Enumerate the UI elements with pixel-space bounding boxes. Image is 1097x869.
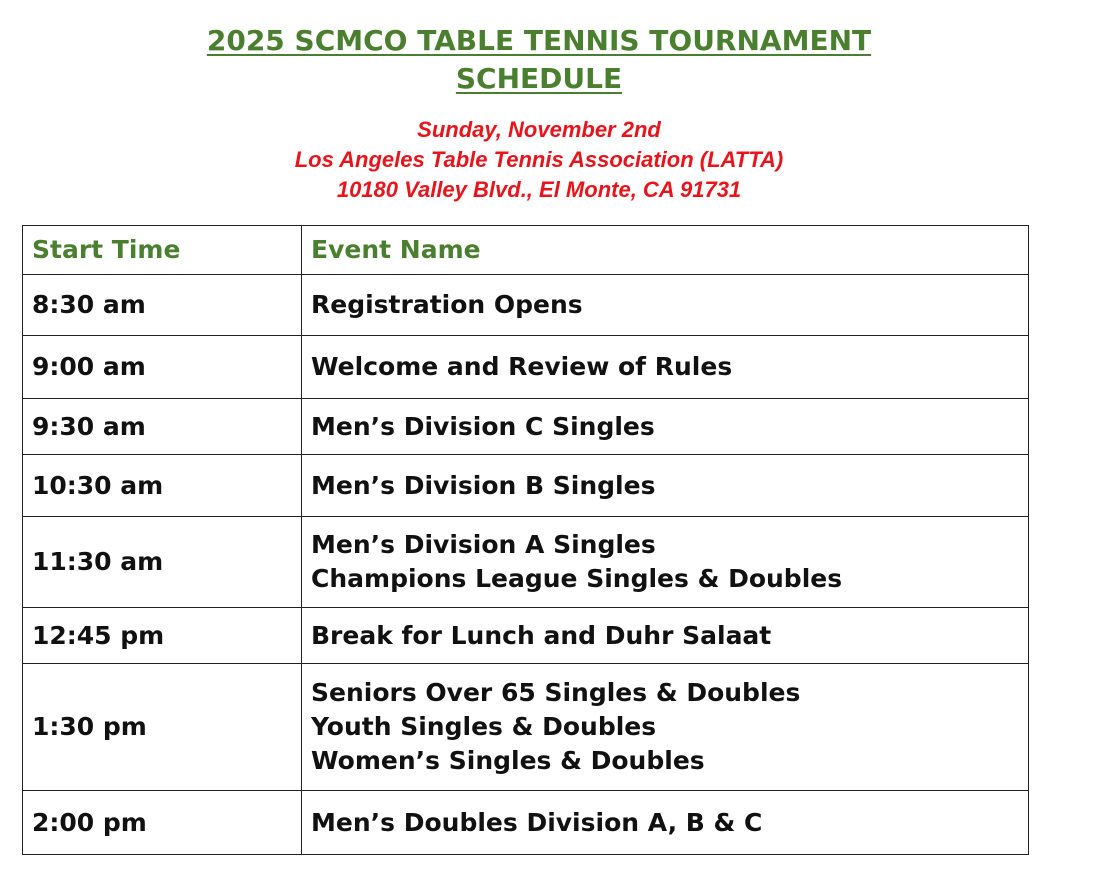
event-venue: Los Angeles Table Tennis Association (LATTA): [294, 147, 784, 172]
event-name: Men’s Division A Singles: [311, 530, 656, 559]
column-header-event-name: Event Name: [302, 226, 1029, 275]
start-time-cell: 8:30 am: [23, 275, 302, 336]
event-name: Youth Singles & Doubles: [311, 712, 657, 741]
event-name-cell: [302, 791, 1029, 855]
column-header-start-time: Start Time: [23, 226, 302, 275]
event-name-cell: [302, 399, 1029, 455]
event-name: Seniors Over 65 Singles & Doubles: [311, 678, 801, 707]
page-title: 2025 SCMCO TABLE TENNIS TOURNAMENT: [206, 24, 872, 57]
table-row: [23, 275, 1029, 336]
table-row: [23, 664, 1029, 791]
event-name: Welcome and Review of Rules: [311, 352, 733, 381]
start-time-cell: 9:00 am: [23, 336, 302, 399]
table-row: [23, 517, 1029, 608]
event-name-cell: [302, 664, 1029, 791]
event-name-cell: [302, 517, 1029, 608]
table-header-row: [23, 226, 1029, 275]
table-row: [23, 336, 1029, 399]
table-row: [23, 455, 1029, 517]
event-name-cell: [302, 275, 1029, 336]
event-name-cell: [302, 608, 1029, 664]
schedule-table: [22, 225, 1029, 855]
event-name: Champions League Singles & Doubles: [311, 564, 843, 593]
table-row: [23, 608, 1029, 664]
start-time-cell: 12:45 pm: [23, 608, 302, 664]
event-name: Men’s Division B Singles: [311, 470, 656, 500]
start-time-cell: 10:30 am: [23, 455, 302, 517]
table-row: [23, 399, 1029, 455]
page-title-line2: SCHEDULE: [455, 62, 623, 95]
event-date: Sunday, November 2nd: [417, 117, 661, 142]
table-row: [23, 791, 1029, 855]
start-time-cell: 1:30 pm: [23, 664, 302, 791]
event-address: 10180 Valley Blvd., El Monte, CA 91731: [336, 177, 742, 202]
event-name: Women’s Singles & Doubles: [311, 746, 705, 775]
event-name: Break for Lunch and Duhr Salaat: [311, 620, 772, 650]
start-time-cell: 11:30 am: [23, 517, 302, 608]
event-name-cell: [302, 336, 1029, 399]
start-time-cell: 9:30 am: [23, 399, 302, 455]
event-name: Men’s Doubles Division A, B & C: [311, 807, 763, 837]
event-name: Registration Opens: [311, 290, 583, 319]
start-time-cell: 2:00 pm: [23, 791, 302, 855]
event-name-cell: [302, 455, 1029, 517]
event-name: Men’s Division C Singles: [311, 411, 655, 441]
